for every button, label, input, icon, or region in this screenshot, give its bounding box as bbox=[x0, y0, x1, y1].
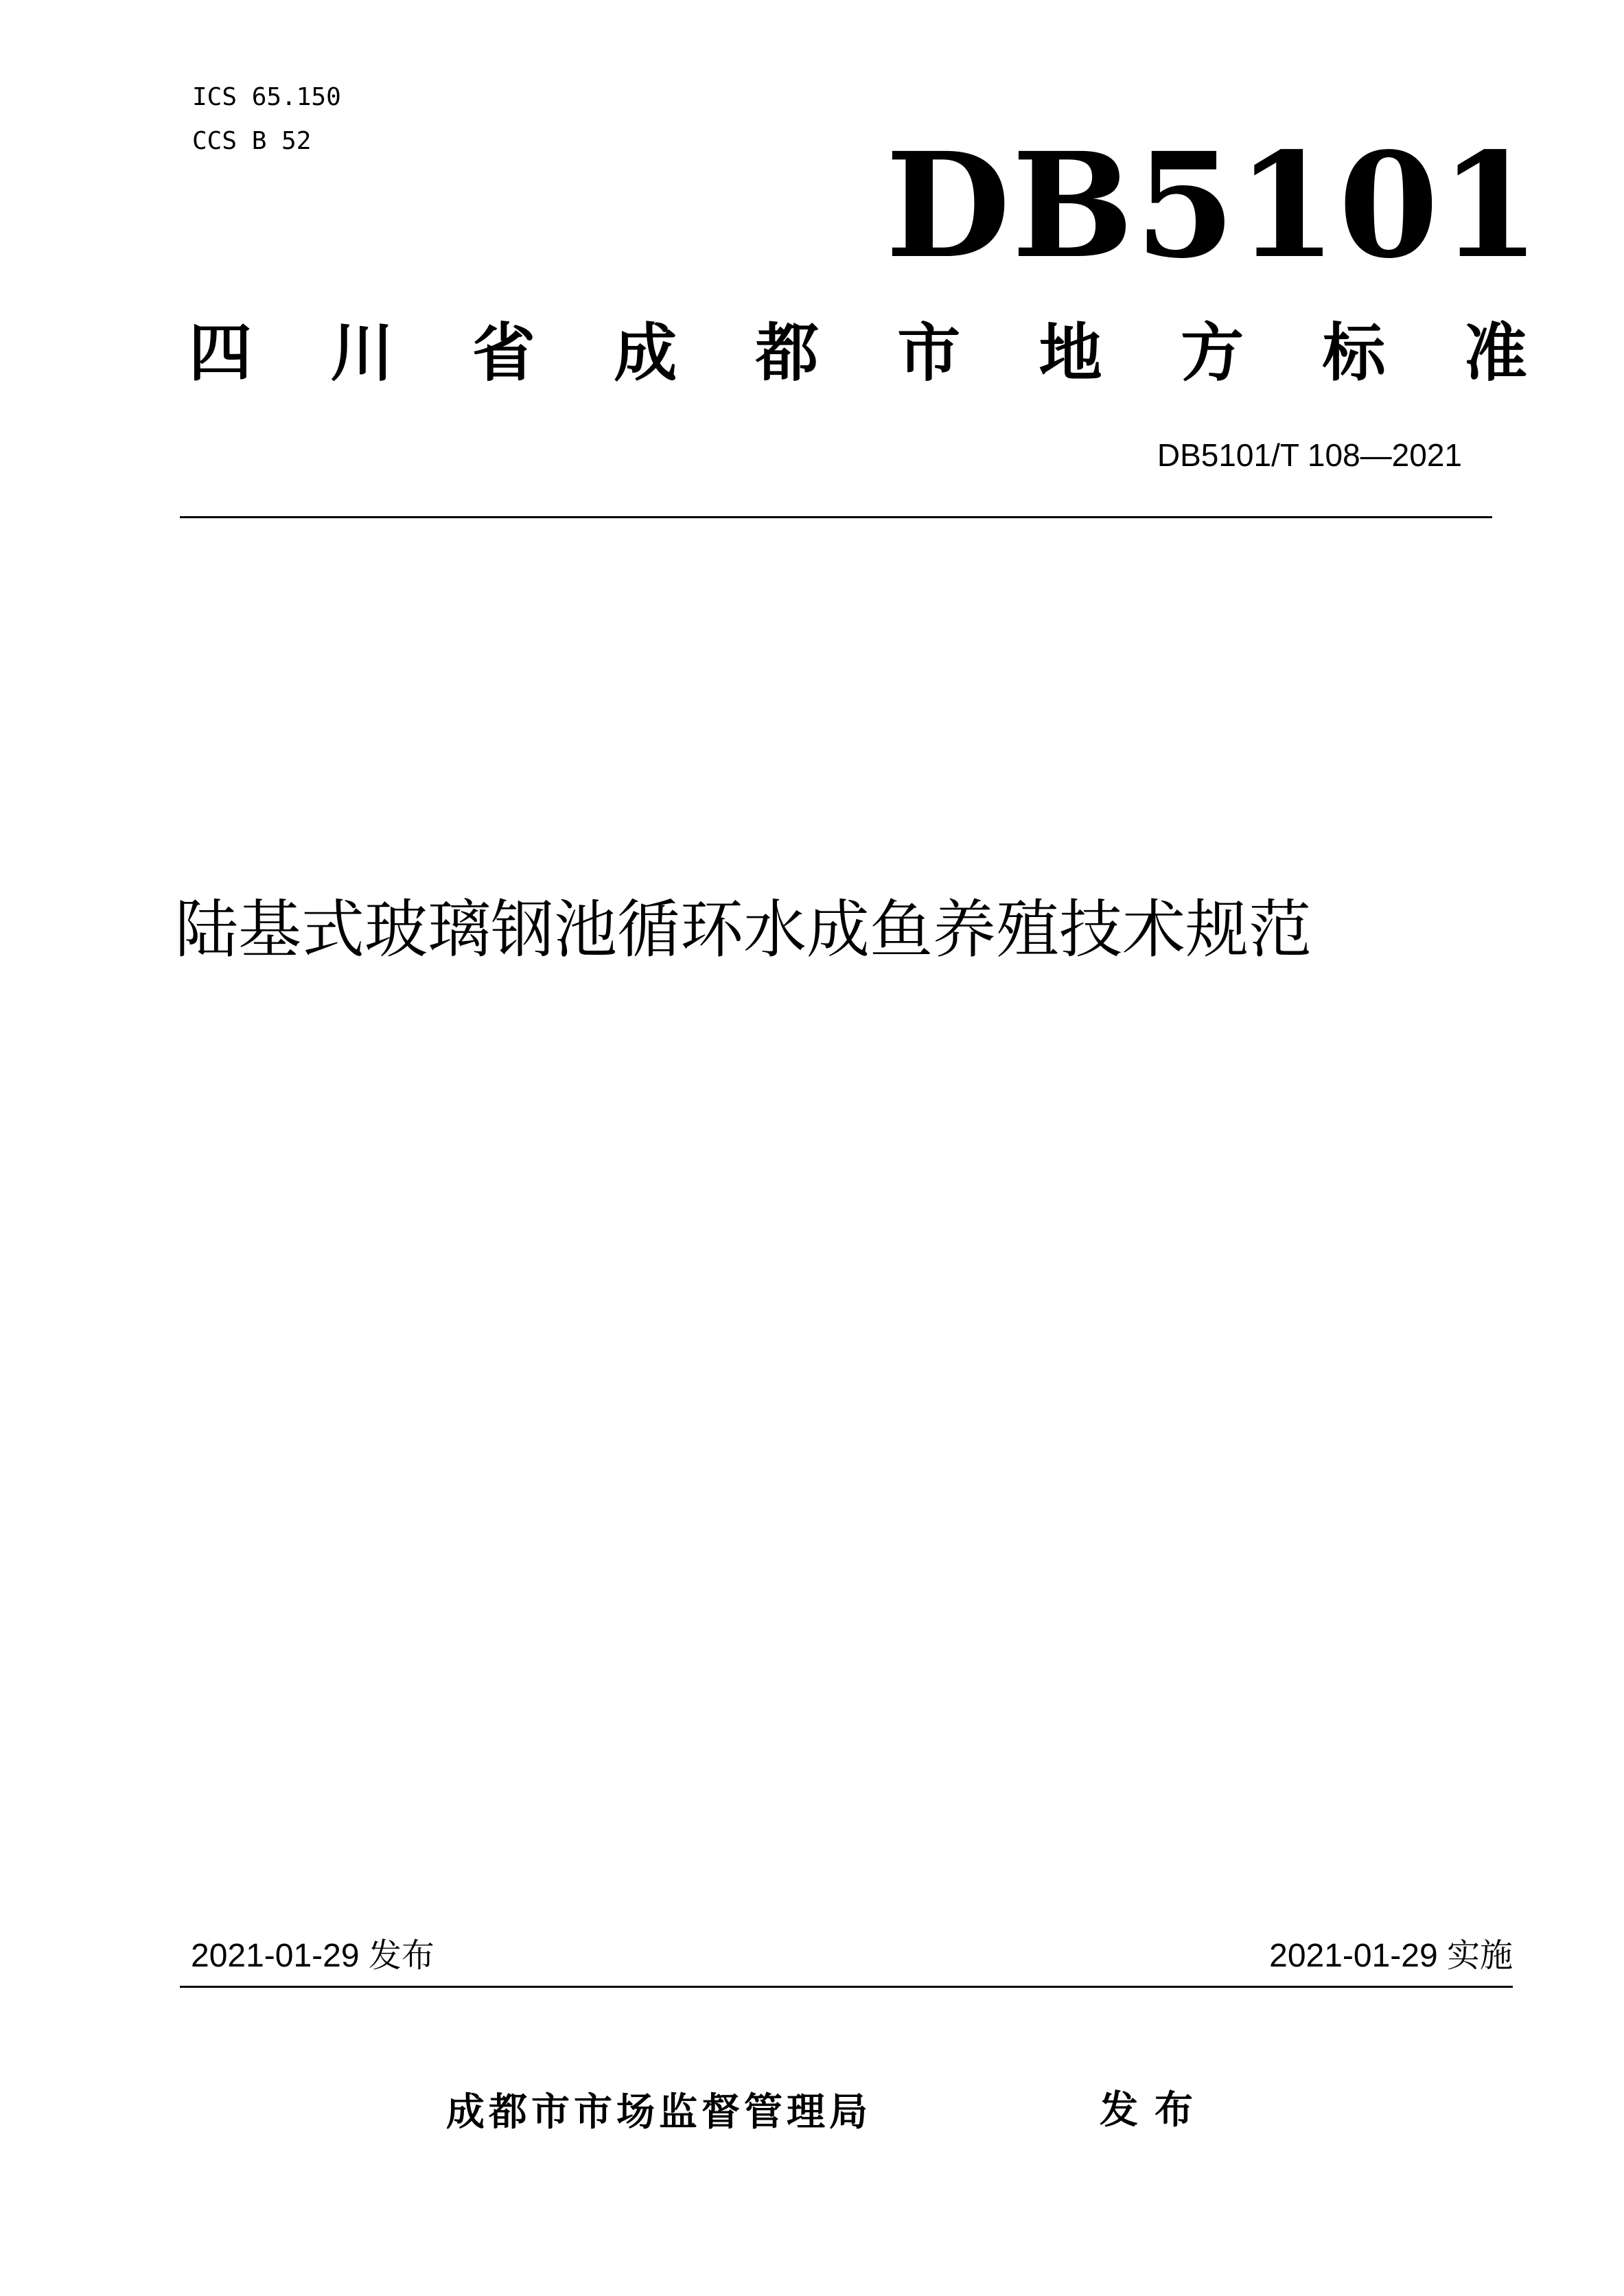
document-number: DB5101/T 108—2021 bbox=[1157, 437, 1462, 473]
standard-code-heading: DB5101 bbox=[885, 121, 1542, 290]
standard-type-char: 地 bbox=[1039, 316, 1102, 390]
issuing-authority: 成都市市场监督管理局 bbox=[446, 2090, 872, 2135]
footer-divider bbox=[180, 1986, 1513, 1988]
standard-type-char: 准 bbox=[1463, 316, 1527, 390]
issue-date: 2021-01-29 发布 bbox=[191, 1938, 434, 1974]
standard-type-char: 标 bbox=[1322, 316, 1386, 390]
ccs-code: CCS B 52 bbox=[192, 127, 312, 155]
standard-type-char: 成 bbox=[614, 316, 677, 390]
document-title: 陆基式玻璃钢池循环水成鱼养殖技术规范 bbox=[175, 893, 1312, 966]
standard-type-char: 川 bbox=[330, 316, 394, 390]
standard-type-char: 省 bbox=[472, 316, 535, 390]
standard-type-char: 都 bbox=[755, 316, 819, 390]
header-divider bbox=[180, 516, 1492, 518]
standard-type-char: 四 bbox=[189, 316, 253, 390]
publish-label: 发布 bbox=[1100, 2088, 1209, 2133]
implementation-date: 2021-01-29 实施 bbox=[1269, 1938, 1513, 1974]
ics-code: ICS 65.150 bbox=[192, 83, 341, 111]
standard-type-heading bbox=[189, 312, 1527, 395]
standard-type-char: 方 bbox=[1181, 316, 1244, 390]
standard-type-char: 市 bbox=[897, 316, 961, 390]
